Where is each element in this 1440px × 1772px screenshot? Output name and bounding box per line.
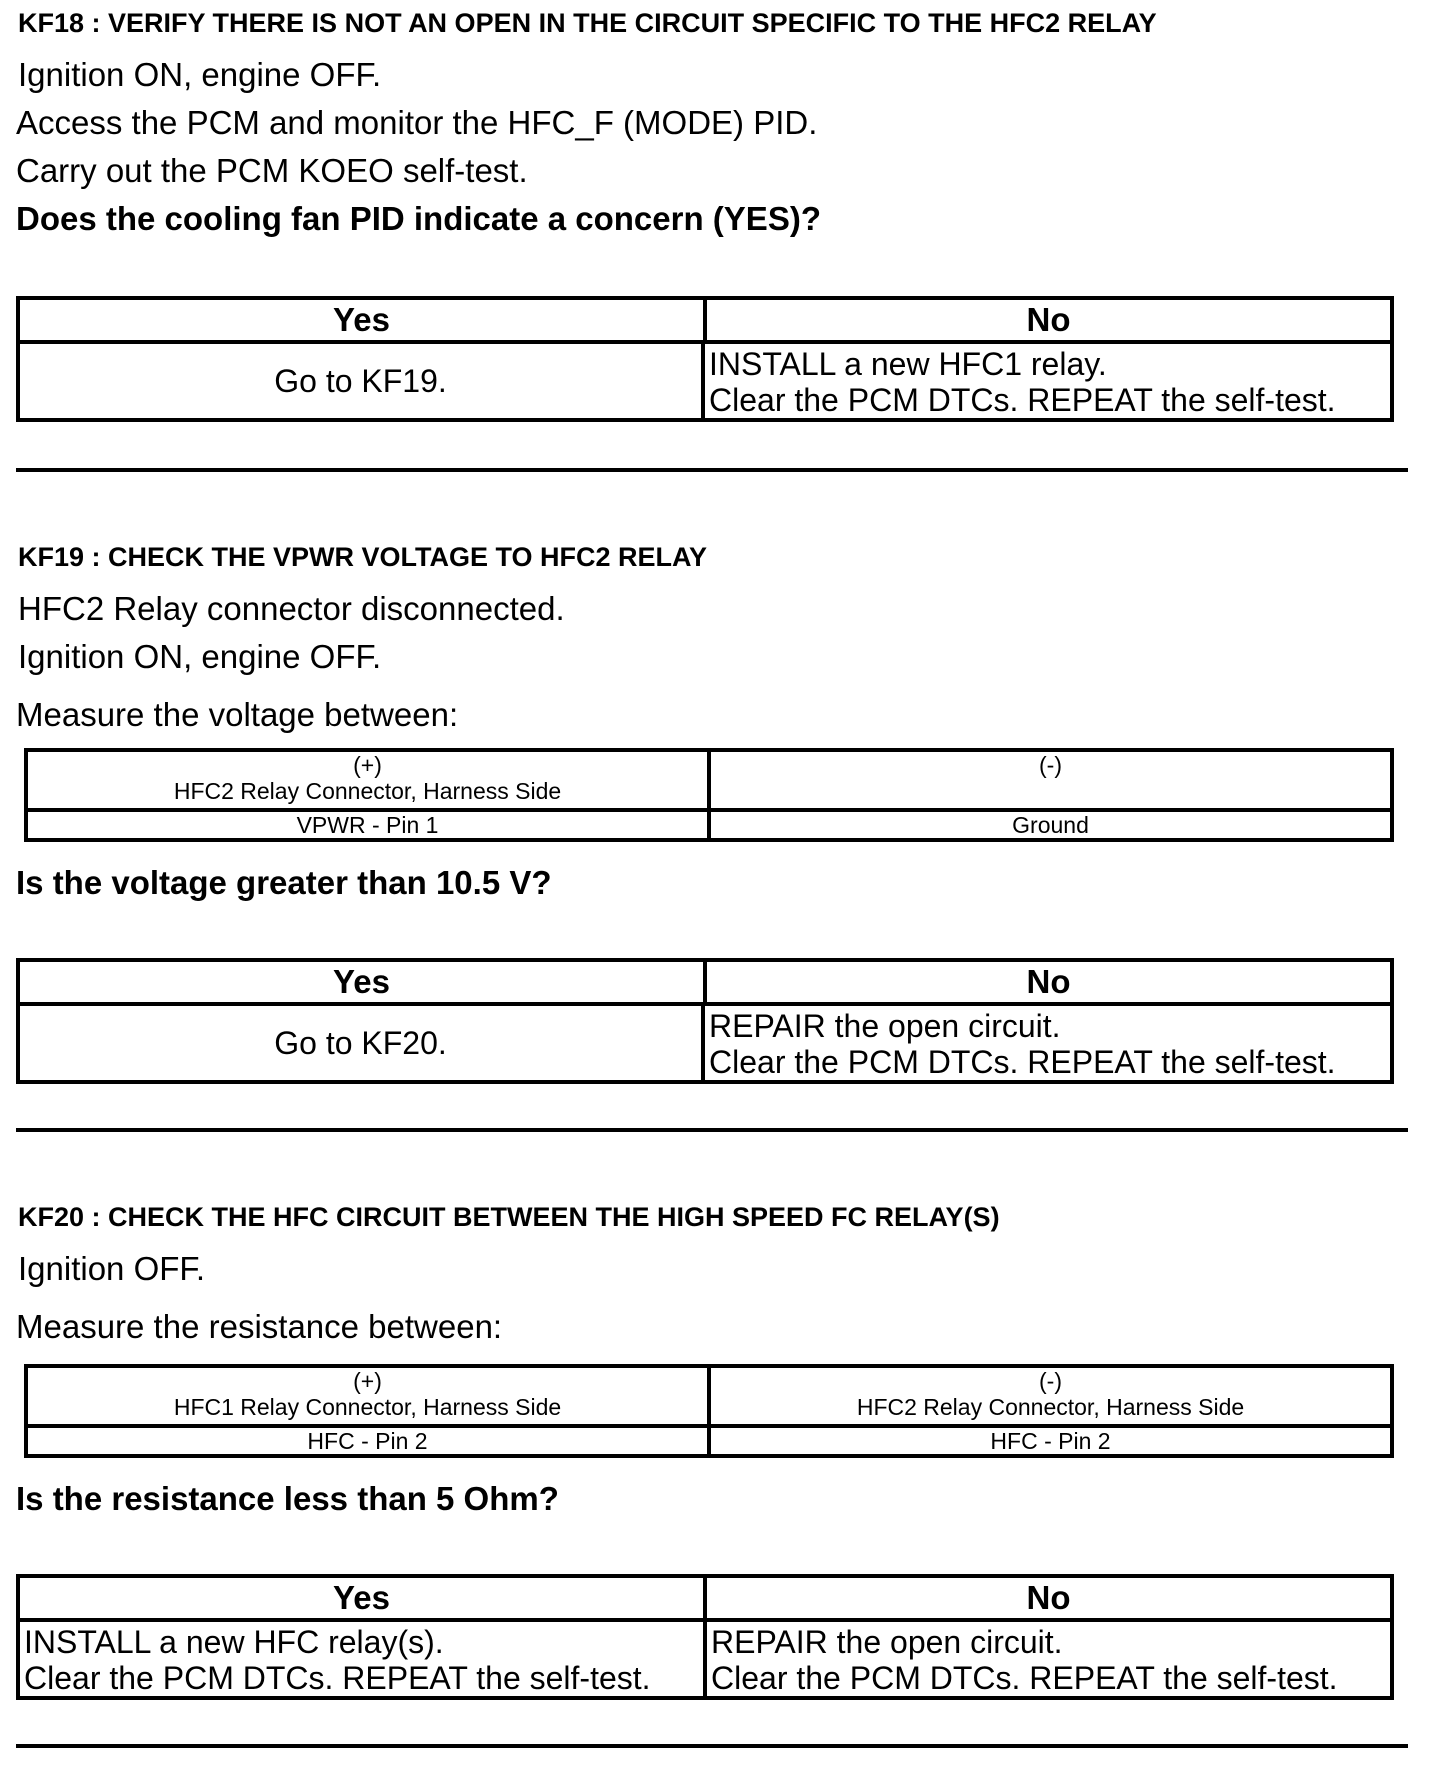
kf20-line-1: Ignition OFF.: [18, 1250, 206, 1287]
kf18-title: KF18 : VERIFY THERE IS NOT AN OPEN IN THE CIRCUIT SPECIFIC TO THE HFC2 RELAY: [18, 8, 1157, 38]
no-cell: REPAIR the open circuit. Clear the PCM DTCs. REPEAT the self-test.: [709, 1008, 1336, 1080]
kf19-result-table: [16, 958, 1394, 1084]
negative-lead-header: (-): [1039, 752, 1062, 778]
kf20-title: KF20 : CHECK THE HFC CIRCUIT BETWEEN THE HIGH SPEED FC RELAY(S): [18, 1202, 1000, 1232]
negative-lead-header: (-) HFC2 Relay Connector, Harness Side: [856, 1368, 1245, 1420]
kf19-line-3: Measure the voltage between:: [16, 696, 459, 733]
kf20-question: Is the resistance less than 5 Ohm?: [16, 1480, 559, 1517]
kf19-line-2: Ignition ON, engine OFF.: [18, 638, 382, 675]
yes-header: Yes: [20, 1578, 707, 1618]
divider: [16, 468, 1408, 472]
yes-cell: INSTALL a new HFC relay(s). Clear the PCM DTCs. REPEAT the self-test.: [20, 1622, 707, 1696]
kf18-result-table: [16, 296, 1394, 422]
yes-header: Yes: [20, 300, 707, 340]
kf18-question: Does the cooling fan PID indicate a concern (YES)?: [16, 200, 821, 237]
kf18-line-3: Carry out the PCM KOEO self-test.: [16, 152, 528, 189]
kf20-result-table: [16, 1574, 1394, 1700]
negative-lead-value: HFC - Pin 2: [990, 1428, 1111, 1454]
yes-header: Yes: [20, 962, 707, 1002]
positive-lead-value: VPWR - Pin 1: [28, 812, 711, 838]
kf19-question: Is the voltage greater than 10.5 V?: [16, 864, 552, 901]
kf20-measure-table: [24, 1364, 1394, 1458]
kf19-title: KF19 : CHECK THE VPWR VOLTAGE TO HFC2 RELAY: [18, 542, 708, 572]
kf20-line-2: Measure the resistance between:: [16, 1308, 503, 1345]
yes-cell: Go to KF20.: [20, 1006, 705, 1080]
kf19-measure-table: [24, 748, 1394, 842]
no-cell: REPAIR the open circuit. Clear the PCM DTCs. REPEAT the self-test.: [711, 1624, 1338, 1696]
positive-lead-header: (+) HFC1 Relay Connector, Harness Side: [28, 1368, 711, 1424]
negative-lead-value: Ground: [1012, 812, 1089, 838]
yes-cell: Go to KF19.: [20, 344, 705, 418]
positive-lead-header: (+) HFC2 Relay Connector, Harness Side: [28, 752, 711, 808]
no-header: No: [1026, 1579, 1071, 1616]
kf18-line-2: Access the PCM and monitor the HFC_F (MODE) PID.: [16, 104, 818, 141]
positive-lead-value: HFC - Pin 2: [28, 1428, 711, 1454]
no-header: No: [1026, 963, 1071, 1000]
kf19-line-1: HFC2 Relay connector disconnected.: [18, 590, 565, 627]
kf18-line-1: Ignition ON, engine OFF.: [18, 56, 382, 93]
no-header: No: [1026, 301, 1071, 338]
divider: [16, 1128, 1408, 1132]
divider: [16, 1744, 1408, 1748]
no-cell: INSTALL a new HFC1 relay. Clear the PCM DTCs. REPEAT the self-test.: [709, 346, 1336, 418]
